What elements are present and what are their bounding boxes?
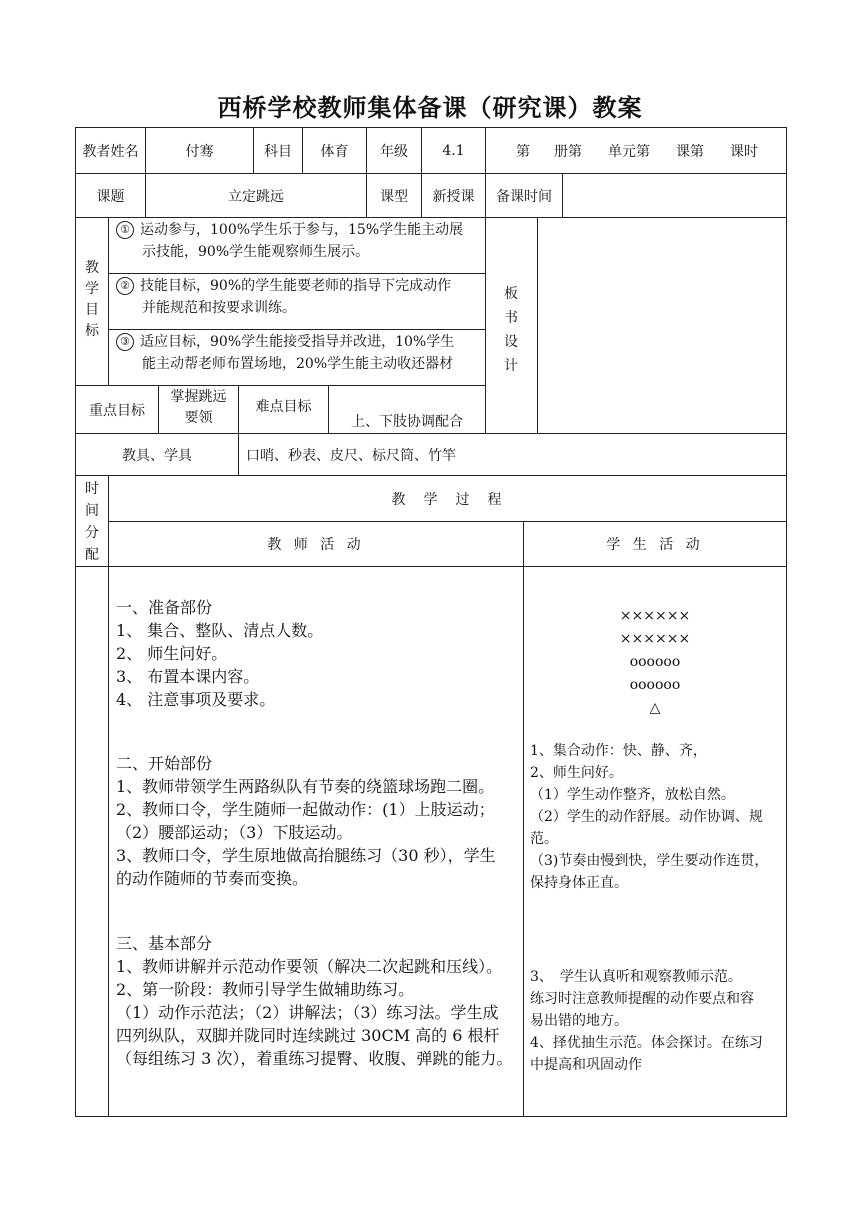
circled-number-2: ② [116, 277, 134, 295]
subject-label: 科目 [264, 143, 292, 160]
topic-label: 课题 [96, 188, 125, 205]
teacher-section-prepare: 一、准备部份 1、 集合、整队、清点人数。 2、 师生问好。 3、 布置本课内容。 4、 注意事项及要求。 [116, 596, 521, 711]
goal-item-2: ② 技能目标，90%的学生能要老师的指导下完成动作 并能规范和按要求训练。 [116, 275, 481, 319]
student-activity-header: 学 生 活 动 [606, 537, 704, 553]
formation-row: oooooo [629, 654, 681, 670]
teacher-name: 付骞 [185, 143, 214, 160]
volume-unit-lesson [486, 128, 786, 173]
difficulty-value: 上、下肢协调配合 [351, 413, 463, 430]
circled-number-3: ③ [116, 333, 134, 351]
formation-row: oooooo [629, 677, 681, 693]
volume-part: 册第 [554, 143, 582, 160]
difficulty-label: 难点目标 [255, 399, 312, 415]
teacher-name-label: 教者姓名 [82, 143, 139, 160]
goal-item-1: ① 运动参与，100%学生乐于参与，15%学生能主动展 示技能，90%学生能观察师生展示。 [116, 219, 481, 263]
lesson-type-value: 新授课 [432, 188, 475, 205]
goal-item-3: ③ 适应目标，90%学生能接受指导并改进，10%学生 能主动帮老师布置场地，20%学生能主动收还器材 [116, 331, 481, 375]
student-section-warmup: 1、集合动作：快、静、齐， 2、师生问好。 （1）学生动作整齐，放松自然。 （2）学生的动作舒展。动作协调、规 范。 （3)节奏由慢到快，学生要动作连贯， 保持身体正直。 [530, 743, 769, 891]
teacher-section-warmup: 二、开始部份 1、教师带领学生两路纵队有节奏的绕篮球场跑二圈。 2、教师口令，学生随师一起做动作：(1）上肢运动； （2）腰部运动；（3）下肢运动。 3、教师口令，学生原地做高抬腿练习（30 秒），学生 的动作随师的节奏而变换。 [116, 752, 521, 890]
topic-value: 立定跳远 [228, 188, 284, 205]
key-goal-label: 重点目标 [89, 402, 145, 419]
equipment-label: 教具、学具 [122, 447, 192, 464]
teacher-activity-header: 教 师 活 动 [267, 537, 365, 553]
section-heading: 三、基本部分 [116, 934, 213, 953]
volume-part: 课第 [676, 143, 704, 160]
section-heading: 一、准备部份 [116, 598, 213, 617]
equipment-value: 口哨、秒表、皮尺、标尺筒、竹竿 [246, 447, 456, 464]
lesson-type-label: 课型 [380, 188, 408, 205]
volume-part: 第 [516, 143, 530, 160]
board-design-label: 板 书 设 计 [504, 286, 518, 374]
teacher-marker-icon: △ [649, 700, 661, 716]
volume-part: 单元第 [608, 143, 650, 160]
document-title: 西桥学校教师集体备课（研究课）教案 [217, 93, 643, 122]
formation-row: ×××××× [619, 608, 691, 624]
subject-value: 体育 [320, 143, 349, 160]
grade-label: 年级 [380, 143, 408, 160]
prep-time-value [563, 174, 786, 217]
time-allocation-label: 时 间 分 配 [85, 481, 99, 563]
student-section-main: 3、 学生认真听和观察教师示范。 练习时注意教师提醒的动作要点和容 易出错的地方。 4、择优抽生示范。体会探讨。在练习 中提高和巩固动作 [530, 969, 763, 1073]
volume-part: 课时 [730, 143, 758, 160]
prep-time-label: 备课时间 [496, 188, 552, 205]
section-heading: 二、开始部份 [116, 754, 213, 773]
goals-label: 教 学 目 标 [85, 260, 99, 339]
grade-value: 4.1 [442, 142, 465, 159]
key-goal-value: 掌握跳远 要领 [170, 389, 227, 426]
formation-diagram [560, 605, 750, 720]
process-title: 教 学 过 程 [391, 491, 504, 508]
teacher-section-main: 三、基本部分 1、教师讲解并示范动作要领（解决二次起跳和压线）。 2、第一阶段：教师引导学生做辅助练习。 （1）动作示范法；（2）讲解法；（3）练习法。学生成 四列纵队，双脚并陇同时连续跳过 30CM 高的 6 根杆 （每组练习 3 次），着重练习提臀、收腹、弹跳的能力。 [116, 932, 521, 1070]
circled-number-1: ① [116, 221, 134, 239]
formation-row: ×××××× [619, 631, 691, 647]
